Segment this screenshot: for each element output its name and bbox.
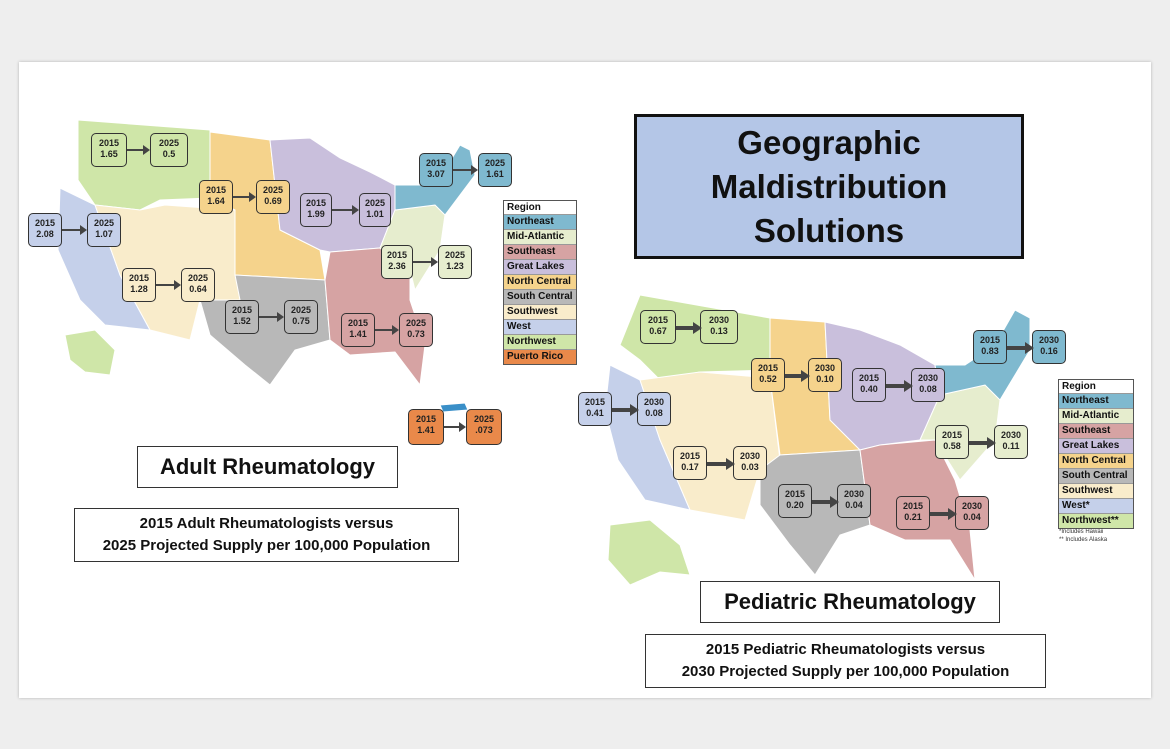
adult-southeast-arrow [375, 329, 393, 331]
box-value: 0.16 [1040, 346, 1058, 356]
adult-northwest-future-box [150, 133, 188, 167]
pediatric-mid-atlantic-future-box [994, 425, 1028, 459]
legend-item-west: West [504, 319, 576, 334]
legend-item-mid-atlantic: Mid-Atlantic [1059, 408, 1133, 423]
legend-item-north-central: North Central [1059, 453, 1133, 468]
box-year: 2025 [484, 158, 506, 168]
adult-southeast-future-box [399, 313, 433, 347]
pediatric-south-central-2015-box [778, 484, 812, 518]
pediatric-subtitle-line-1: 2015 Pediatric Rheumatologists versus [705, 641, 986, 658]
pediatric-west-future-box [637, 392, 671, 426]
legend-item-great-lakes: Great Lakes [1059, 438, 1133, 453]
box-year: 2030 [917, 373, 939, 383]
box-value: 1.41 [417, 425, 435, 435]
legend-item-northwest: Northwest** [1059, 513, 1133, 528]
legend-item-southwest: Southwest [1059, 483, 1133, 498]
adult-southwest-future-box [181, 268, 215, 302]
pediatric-southeast-arrow [930, 512, 949, 516]
box-value: 1.28 [130, 284, 148, 294]
box-year: 2025 [93, 218, 115, 228]
pediatric-northwest-arrow [676, 326, 694, 330]
adult-west-future-box [87, 213, 121, 247]
pediatric-northeast-2015-box [973, 330, 1007, 364]
box-value: 0.41 [586, 408, 604, 418]
adult-south-central-2015-box [225, 300, 259, 334]
pediatric-southeast-2015-box [896, 496, 930, 530]
box-value: 2.08 [36, 229, 54, 239]
box-year: 2015 [305, 198, 327, 208]
box-year: 2015 [941, 430, 963, 440]
box-year: 2015 [979, 335, 1001, 345]
adult-northeast-future-box [478, 153, 512, 187]
box-year: 2015 [34, 218, 56, 228]
pediatric-northwest-2015-box [640, 310, 676, 344]
box-value: 0.58 [943, 441, 961, 451]
legend-item-southeast: Southeast [504, 244, 576, 259]
adult-southwest-2015-box [122, 268, 156, 302]
adult-subtitle [74, 508, 459, 562]
box-year: 2015 [784, 489, 806, 499]
box-value: 2.36 [388, 261, 406, 271]
box-year: 2015 [902, 501, 924, 511]
pediatric-northwest-future-box [700, 310, 738, 344]
footnote-alaska: ** Includes Alaska [1059, 537, 1108, 543]
pediatric-great-lakes-arrow [886, 384, 905, 388]
adult-west-arrow [62, 229, 81, 231]
pediatric-mid-atlantic-2015-box [935, 425, 969, 459]
box-value: 0.04 [963, 512, 981, 522]
box-year: 2015 [128, 273, 150, 283]
legend-item-northwest: Northwest [504, 334, 576, 349]
box-value: 0.11 [1002, 441, 1020, 451]
adult-north-central-arrow [233, 196, 250, 198]
adult-mid-atlantic-future-box [438, 245, 472, 279]
box-value: 0.64 [189, 284, 207, 294]
adult-subtitle-line-1: 2015 Adult Rheumatologists versus [139, 515, 394, 532]
pediatric-south-central-future-box [837, 484, 871, 518]
box-value: .073 [475, 425, 493, 435]
adult-puerto-rico-arrow [444, 426, 460, 428]
adult-northwest-arrow [127, 149, 144, 151]
pediatric-subtitle-line-2: 2030 Projected Supply per 100,000 Population [681, 663, 1010, 680]
legend-item-northeast: Northeast [504, 214, 576, 229]
box-value: 0.04 [845, 500, 863, 510]
legend-item-mid-atlantic: Mid-Atlantic [504, 229, 576, 244]
box-year: 2015 [205, 185, 227, 195]
box-year: 2015 [757, 363, 779, 373]
adult-north-central-future-box [256, 180, 290, 214]
adult-puerto-rico-future-box [466, 409, 502, 445]
pediatric-west-arrow [612, 408, 631, 412]
box-year: 2030 [708, 315, 730, 325]
box-year: 2025 [444, 250, 466, 260]
box-year: 2025 [290, 305, 312, 315]
box-value: 0.17 [681, 462, 699, 472]
box-value: 1.64 [207, 196, 225, 206]
adult-puerto-rico-2015-box [408, 409, 444, 445]
box-value: 1.65 [100, 149, 118, 159]
pediatric-north-central-arrow [785, 374, 802, 378]
box-value: 0.20 [786, 500, 804, 510]
box-year: 2015 [858, 373, 880, 383]
box-value: 3.07 [427, 169, 445, 179]
box-value: 0.03 [741, 462, 759, 472]
legend-item-puerto-rico: Puerto Rico [504, 349, 576, 364]
pediatric-rheumatology-label: Pediatric Rheumatology [700, 581, 1000, 623]
box-year: 2025 [473, 414, 495, 424]
adult-northwest-2015-box [91, 133, 127, 167]
pediatric-southwest-arrow [707, 462, 727, 466]
box-year: 2025 [364, 198, 386, 208]
adult-north-central-2015-box [199, 180, 233, 214]
adult-great-lakes-arrow [332, 209, 353, 211]
adult-northeast-2015-box [419, 153, 453, 187]
pediatric-northeast-arrow [1007, 346, 1026, 350]
box-year: 2015 [98, 138, 120, 148]
box-year: 2015 [415, 414, 437, 424]
pediatric-mid-atlantic-arrow [969, 441, 988, 445]
pediatric-great-lakes-2015-box [852, 368, 886, 402]
box-value: 0.08 [919, 384, 937, 394]
box-year: 2030 [1038, 335, 1060, 345]
box-value: 0.83 [981, 346, 999, 356]
box-value: 0.52 [759, 374, 777, 384]
adult-great-lakes-future-box [359, 193, 391, 227]
legend-header: Region [504, 201, 576, 214]
adult-mid-atlantic-arrow [413, 261, 432, 263]
box-value: 1.41 [349, 329, 367, 339]
pediatric-southeast-future-box [955, 496, 989, 530]
footnote-hawaii: *Includes Hawaii [1059, 529, 1104, 535]
legend-item-north-central: North Central [504, 274, 576, 289]
pediatric-north-central-future-box [808, 358, 842, 392]
pediatric-great-lakes-future-box [911, 368, 945, 402]
box-value: 0.67 [649, 326, 667, 336]
box-year: 2030 [843, 489, 865, 499]
pediatric-south-central-arrow [812, 500, 831, 504]
legend-item-south-central: South Central [1059, 468, 1133, 483]
box-year: 2015 [679, 451, 701, 461]
box-value: 1.99 [307, 209, 325, 219]
legend-header: Region [1059, 380, 1133, 393]
legend-item-southwest: Southwest [504, 304, 576, 319]
box-value: 0.10 [816, 374, 834, 384]
box-value: 0.69 [264, 196, 282, 206]
legend-item-northeast: Northeast [1059, 393, 1133, 408]
adult-mid-atlantic-2015-box [381, 245, 413, 279]
adult-subtitle-line-2: 2025 Projected Supply per 100,000 Population [102, 537, 431, 554]
box-value: 1.61 [486, 169, 504, 179]
box-year: 2030 [739, 451, 761, 461]
title-line-2: Maldistribution [710, 167, 948, 205]
adult-northeast-arrow [453, 169, 472, 171]
pediatric-region-legend [1058, 379, 1134, 529]
box-value: 1.52 [233, 316, 251, 326]
legend-item-great-lakes: Great Lakes [504, 259, 576, 274]
box-value: 0.13 [710, 326, 728, 336]
box-value: 0.5 [162, 149, 176, 159]
adult-west-2015-box [28, 213, 62, 247]
adult-south-central-future-box [284, 300, 318, 334]
box-value: 1.01 [366, 209, 384, 219]
title-line-1: Geographic [737, 123, 921, 161]
box-value: 1.23 [446, 261, 464, 271]
box-year: 2025 [158, 138, 180, 148]
adult-south-central-arrow [259, 316, 278, 318]
box-year: 2025 [187, 273, 209, 283]
box-value: 0.40 [860, 384, 878, 394]
adult-great-lakes-2015-box [300, 193, 332, 227]
box-year: 2030 [1000, 430, 1022, 440]
legend-item-southeast: Southeast [1059, 423, 1133, 438]
pediatric-west-2015-box [578, 392, 612, 426]
slide-title [634, 114, 1024, 259]
box-year: 2030 [961, 501, 983, 511]
legend-item-west: West* [1059, 498, 1133, 513]
pediatric-subtitle [645, 634, 1046, 688]
box-year: 2025 [262, 185, 284, 195]
box-value: 0.75 [292, 316, 310, 326]
adult-region-puerto-rico [440, 403, 468, 412]
box-value: 0.73 [407, 329, 425, 339]
adult-region-legend [503, 200, 577, 365]
box-year: 2030 [814, 363, 836, 373]
box-value: 0.21 [904, 512, 922, 522]
pediatric-southwest-2015-box [673, 446, 707, 480]
box-value: 0.08 [645, 408, 663, 418]
pediatric-southwest-future-box [733, 446, 767, 480]
pediatric-north-central-2015-box [751, 358, 785, 392]
box-year: 2015 [347, 318, 369, 328]
adult-southwest-arrow [156, 284, 175, 286]
title-line-3: Solutions [753, 211, 905, 249]
box-year: 2015 [584, 397, 606, 407]
box-year: 2015 [647, 315, 669, 325]
pediatric-northeast-future-box [1032, 330, 1066, 364]
box-year: 2030 [643, 397, 665, 407]
ped-region-alaska [608, 520, 690, 585]
box-year: 2025 [405, 318, 427, 328]
box-year: 2015 [425, 158, 447, 168]
box-year: 2015 [386, 250, 408, 260]
adult-rheumatology-label: Adult Rheumatology [137, 446, 398, 488]
adult-southeast-2015-box [341, 313, 375, 347]
adult-region-alaska [65, 330, 115, 375]
legend-item-south-central: South Central [504, 289, 576, 304]
box-value: 1.07 [95, 229, 113, 239]
box-year: 2015 [231, 305, 253, 315]
